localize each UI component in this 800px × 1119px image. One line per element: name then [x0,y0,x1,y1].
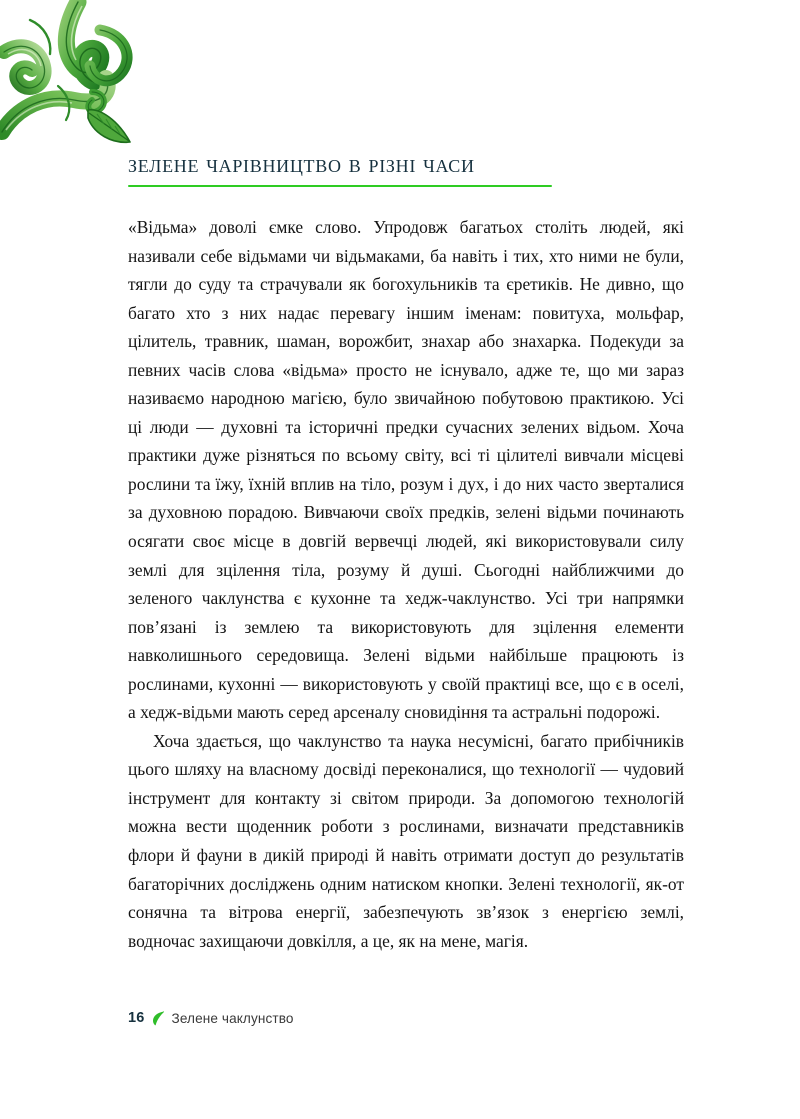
body-text [128,213,684,955]
page-title: зелене чарівництво в різні часи [128,149,475,178]
running-book-title: Зелене чаклунство [171,1010,294,1026]
heading-rule [128,185,552,188]
chapter-heading-block [128,150,684,187]
paragraph: Хоча здається, що чаклунство та наука несумісні, багато прибічників цього шляху на власному досвіді переконалися, що технології — чудовий інструмент для контакту зі світом природи. За допомогою технологій можна вести щоденник роботи з рослинами, визначати представників флори й фауни в дикій природі й навіть отримати доступ до результатів багаторічних досліджень одним натиском кнопки. Зелені технології, як-от сонячна та вітрова енергії, забезпечують зв’язок з енергією землі, водночас захищаючи довкілля, а це, як на мене, магія. [128,730,684,951]
page-footer [128,1010,294,1026]
vine-corner-ornament [0,0,150,155]
vine-leaf-icon [88,110,130,142]
paragraph: «Відьма» доволі ємке слово. Упродовж багатьох століть людей, які називали себе відьмами чи відьмаками, ба навіть і тих, хто ними не були, тягли до суду та страчували як богохульників та єретиків. Не дивно, що багато хто з них надає перевагу іншим іменам: повитуха, мольфар, цілитель, травник, шаман, ворожбит, знахар або знахарка. Подекуди за певних часів слова «відьма» просто не існувало, адже те, що ми зараз називаємо народною магією, було звичайною побутовою практикою. Усі ці люди — духовні та історичні предки сучасних зелених відьом. Хоча практики дуже різняться по всьому світу, всі ті цілителі вивчали місцеві рослини та їжу, їхній вплив на тіло, розум і дух, і до них часто зверталися за духовною порадою. Вивчаючи своїх предків, зелені відьми починають осягати своє місце в довгій вервечці людей, які використовували силу землі для зцілення тіла, розуму й душі. Сьогодні найближчими до зеленого чаклунства є кухонне та хедж-чаклунство. Усі три напрямки пов’язані із землею та використовують для зцілення елементи навколишнього середовища. Зелені відьми найбільше працюють із рослинами, кухонні — використовують у своїй практиці все, що є в оселі, а хедж-відьми мають серед арсеналу сновидіння та астральні подорожі. [128,217,684,723]
vine-strand-group [2,2,127,132]
leaf-icon [152,1011,165,1026]
page-number: 16 [128,1010,145,1026]
